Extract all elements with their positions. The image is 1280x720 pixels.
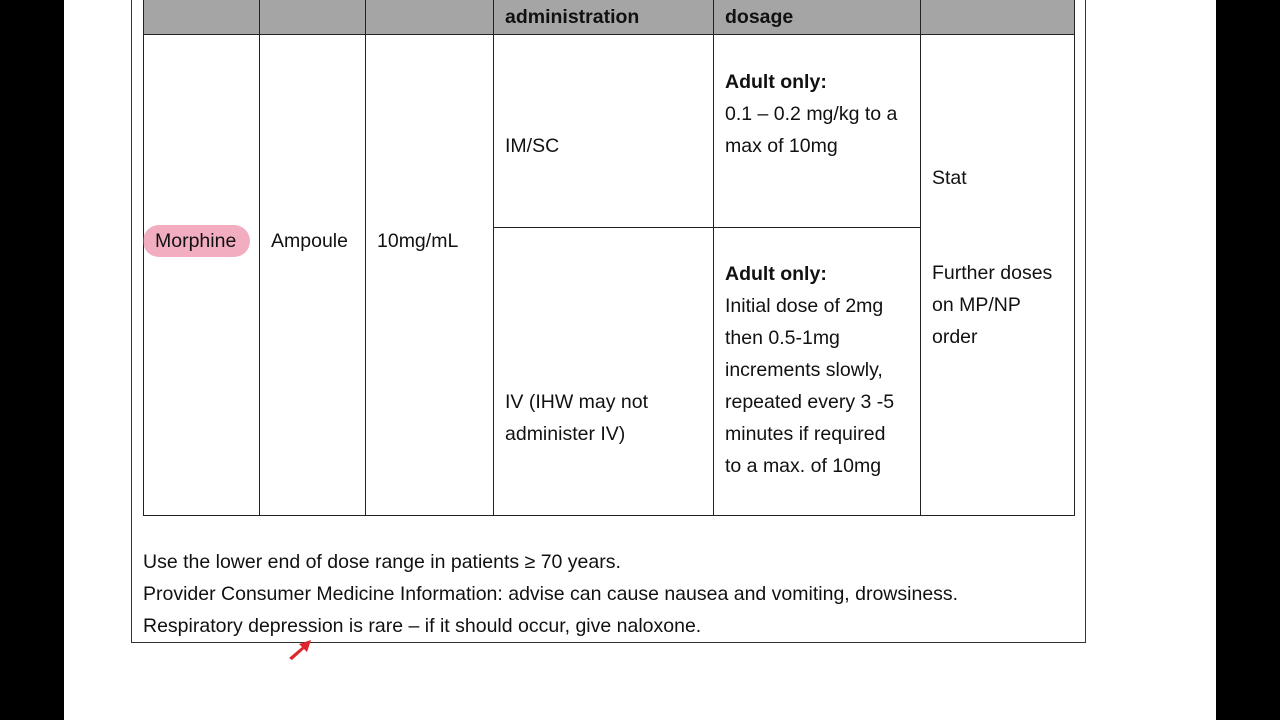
pointer-arrow-icon — [286, 636, 316, 662]
dose-iv-heading: Adult only: — [725, 263, 827, 285]
frequency-further-line: on MP/NP — [932, 294, 1021, 316]
cell-drug — [143, 35, 260, 516]
frequency-stat: Stat — [932, 167, 967, 189]
dose-iv-line: increments slowly, — [725, 359, 883, 381]
dose-im-heading: Adult only: — [725, 71, 827, 93]
header-dosage: dosage — [725, 6, 794, 28]
note-line: Use the lower end of dose range in patients ≥ 70 years. — [143, 551, 621, 573]
route-iv-line: IV (IHW may not — [505, 391, 649, 413]
drug-strength: 10mg/mL — [377, 230, 459, 252]
header-cell-frequency — [921, 0, 1075, 35]
dose-im-line: max of 10mg — [725, 135, 838, 157]
route-im: IM/SC — [505, 135, 560, 157]
header-cell-form — [260, 0, 366, 35]
note-line: Provider Consumer Medicine Information: advise can cause nausea and vomiting, drowsiness. — [143, 583, 959, 605]
drug-name: Morphine — [155, 230, 237, 252]
dose-iv-line: Initial dose of 2mg — [725, 295, 884, 317]
cell-form — [260, 35, 366, 516]
frequency-further-line: Further doses — [932, 262, 1053, 284]
header-cell-drug — [143, 0, 260, 35]
frequency-further-line: order — [932, 326, 978, 348]
route-iv-line: administer IV) — [505, 423, 626, 445]
drug-form: Ampoule — [271, 230, 348, 252]
header-cell-strength — [366, 0, 494, 35]
dose-iv-line: minutes if required — [725, 423, 886, 445]
cell-strength — [366, 35, 494, 516]
header-administration: administration — [505, 6, 640, 28]
note-line: Respiratory depression is rare – if it should occur, give naloxone. — [143, 615, 702, 637]
cell-route-iv — [494, 228, 714, 516]
dose-iv-line: to a max. of 10mg — [725, 455, 882, 477]
dose-iv-line: repeated every 3 -5 — [725, 391, 895, 413]
dose-iv-line: then 0.5-1mg — [725, 327, 840, 349]
dose-im-line: 0.1 – 0.2 mg/kg to a — [725, 103, 898, 125]
